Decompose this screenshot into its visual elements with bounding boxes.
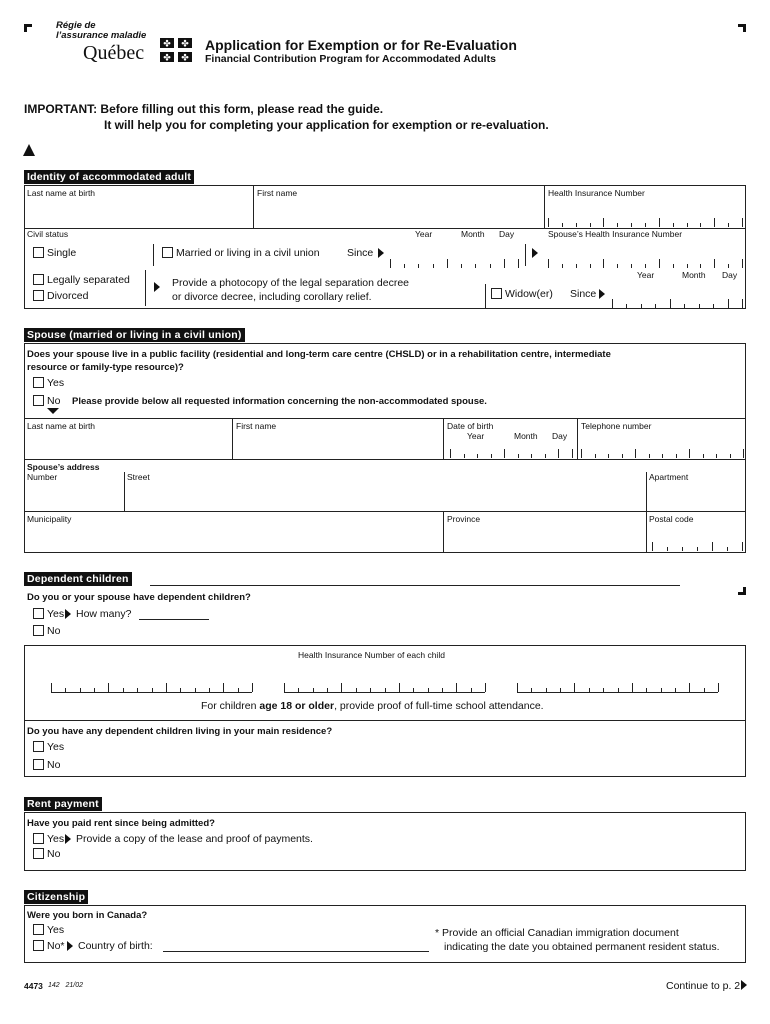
hin-input[interactable] (548, 218, 742, 227)
rent-question: Have you paid rent since being admitted? (27, 818, 215, 829)
digit-separator (703, 454, 704, 458)
digit-separator (447, 259, 448, 268)
digit-separator (684, 304, 685, 308)
children-residence-yes-checkbox[interactable] (33, 741, 44, 752)
digit-separator (712, 542, 713, 551)
since-label: Since (347, 247, 374, 259)
identity-section-heading: Identity of accommodated adult (24, 170, 194, 184)
digit-separator (676, 454, 677, 458)
spouse-facility-yes-label: Yes (47, 377, 65, 389)
digit-separator (546, 688, 547, 692)
digit-separator (645, 223, 646, 227)
digit-separator (635, 449, 636, 458)
spouse-facility-question-line2: resource or family-type resource)? (27, 362, 184, 373)
arrow-right-icon (67, 941, 73, 951)
digit-separator (652, 542, 653, 551)
digit-separator (626, 304, 627, 308)
spouse-facility-yes-checkbox[interactable] (33, 377, 44, 388)
children-no-label: No (47, 625, 61, 637)
digit-separator (464, 454, 465, 458)
digit-separator (697, 547, 698, 551)
digit-separator (727, 547, 728, 551)
digit-separator (223, 683, 224, 692)
svg-text:✤: ✤ (163, 39, 171, 50)
immigration-note-line2: indicating the date you obtained permanent resident status. (444, 941, 720, 953)
digit-separator (477, 454, 478, 458)
digit-separator (548, 259, 549, 268)
digit-separator (687, 223, 688, 227)
digit-separator (670, 299, 671, 308)
digit-separator (485, 683, 486, 692)
down-arrow-icon (47, 408, 59, 414)
children-residence-no-checkbox[interactable] (33, 759, 44, 770)
spouse-facility-no-checkbox[interactable] (33, 395, 44, 406)
digit-separator (404, 264, 405, 268)
digit-separator (661, 688, 662, 692)
single-label: Single (47, 247, 77, 259)
digit-separator (51, 683, 52, 692)
child-hin-input-3[interactable] (517, 683, 718, 693)
dob-day-label: Day (552, 431, 568, 441)
children-hin-label: Health Insurance Number of each child (298, 650, 445, 660)
spouse-facility-no-label: No (47, 395, 61, 407)
digit-separator (646, 688, 647, 692)
spouse-section-heading: Spouse (married or living in a civil union) (24, 328, 245, 342)
digit-separator (728, 299, 729, 308)
digit-separator (603, 688, 604, 692)
digit-separator (728, 264, 729, 268)
since-day-label: Day (499, 229, 515, 239)
corner-mark-top-right (738, 24, 746, 32)
digit-separator (562, 264, 563, 268)
apartment-label: Apartment (649, 472, 689, 482)
digit-separator (687, 264, 688, 268)
digit-separator (714, 259, 715, 268)
single-checkbox[interactable] (33, 247, 44, 258)
rent-no-label: No (47, 848, 61, 860)
digit-separator (673, 264, 674, 268)
digit-separator (490, 264, 491, 268)
widow-checkbox[interactable] (491, 288, 502, 299)
corner-mark-top-left (24, 24, 32, 32)
digit-separator (238, 688, 239, 692)
digit-separator (742, 259, 743, 268)
important-line2: It will help you for completing your application for exemption or re-evaluation. (104, 118, 549, 132)
digit-separator (742, 218, 743, 227)
digit-separator (576, 264, 577, 268)
digit-separator (649, 454, 650, 458)
last-name-label: Last name at birth (27, 188, 96, 198)
digit-separator (137, 688, 138, 692)
dob-input[interactable] (450, 449, 572, 458)
dob-year-label: Year (467, 431, 485, 441)
svg-text:✤: ✤ (163, 53, 171, 62)
digit-separator (641, 304, 642, 308)
form-subtitle: Financial Contribution Program for Accommodated Adults (205, 53, 496, 65)
digit-separator (617, 264, 618, 268)
digit-separator (531, 688, 532, 692)
digit-separator (689, 449, 690, 458)
digit-separator (673, 223, 674, 227)
province-label: Province (447, 514, 481, 524)
widow-year-label: Year (637, 270, 655, 280)
digit-separator (491, 454, 492, 458)
digit-separator (356, 688, 357, 692)
digit-separator (589, 688, 590, 692)
agency-name-line1: Régie de (56, 20, 96, 31)
digit-separator (504, 259, 505, 268)
first-name-input[interactable] (258, 200, 540, 226)
digit-separator (284, 683, 285, 692)
digit-separator (418, 264, 419, 268)
digit-separator (595, 454, 596, 458)
spouse-facility-question-line1: Does your spouse live in a public facility (residential and long-term care centre (CHSLD) or in a rehabilitation centre, intermediate (27, 349, 611, 360)
quebec-flag-logo (160, 38, 192, 62)
digit-separator (94, 688, 95, 692)
digit-separator (699, 304, 700, 308)
digit-separator (662, 454, 663, 458)
born-canada-yes-label: Yes (47, 924, 65, 936)
spouse-last-name-label: Last name at birth (27, 421, 96, 431)
apartment-input[interactable] (650, 484, 742, 508)
digit-separator (545, 454, 546, 458)
born-canada-yes-checkbox[interactable] (33, 924, 44, 935)
since-year-label: Year (415, 229, 433, 239)
digit-separator (730, 454, 731, 458)
digit-separator (517, 683, 518, 692)
telephone-input[interactable] (581, 449, 743, 458)
child-hin-input-2[interactable] (284, 683, 485, 693)
how-many-label: How many? (76, 608, 132, 620)
digit-separator (581, 449, 582, 458)
digit-separator (558, 449, 559, 458)
children-residence-no-label: No (47, 759, 61, 771)
form-number: 4473 (24, 981, 43, 991)
digit-separator (390, 259, 391, 268)
digit-separator (612, 299, 613, 308)
digit-separator (682, 547, 683, 551)
digit-separator (531, 454, 532, 458)
born-canada-no-checkbox[interactable] (33, 940, 44, 951)
digit-separator (313, 688, 314, 692)
digit-separator (617, 223, 618, 227)
digit-separator (700, 264, 701, 268)
country-of-birth-label: Country of birth: (78, 940, 153, 952)
digit-separator (590, 223, 591, 227)
digit-separator (700, 223, 701, 227)
photocopy-note-line1: Provide a photocopy of the legal separation decree (172, 277, 409, 289)
digit-separator (713, 304, 714, 308)
widow-day-label: Day (722, 270, 738, 280)
digit-separator (667, 547, 668, 551)
digit-separator (252, 683, 253, 692)
digit-separator (341, 683, 342, 692)
spouse-first-name-input[interactable] (238, 433, 438, 457)
digit-separator (560, 688, 561, 692)
digit-separator (659, 259, 660, 268)
postal-code-input[interactable] (652, 542, 742, 551)
legally-separated-checkbox[interactable] (33, 274, 44, 285)
widow-month-label: Month (682, 270, 706, 280)
digit-separator (631, 223, 632, 227)
digit-separator (456, 683, 457, 692)
digit-separator (518, 454, 519, 458)
up-arrow-icon (23, 144, 35, 156)
digit-separator (704, 688, 705, 692)
digit-separator (152, 688, 153, 692)
widow-since-date-input[interactable] (612, 299, 742, 308)
last-name-input[interactable] (30, 200, 250, 226)
children-residence-yes-label: Yes (47, 741, 65, 753)
dob-label: Date of birth (447, 421, 494, 431)
rent-yes-checkbox[interactable] (33, 833, 44, 844)
corner-mark-mid-right (738, 587, 746, 595)
municipality-input[interactable] (30, 526, 438, 550)
digit-separator (450, 449, 451, 458)
arrow-right-icon (532, 248, 538, 258)
digit-separator (572, 449, 573, 458)
children-residence-question: Do you have any dependent children living in your main residence? (27, 726, 333, 737)
children-question: Do you or your spouse have dependent children? (27, 592, 251, 603)
spouse-first-name-label: First name (236, 421, 277, 431)
spouse-no-note: Please provide below all requested information concerning the non-accommodated spouse. (72, 396, 487, 407)
rent-yes-label: Yes (47, 833, 65, 845)
digit-separator (548, 218, 549, 227)
digit-separator (504, 449, 505, 458)
arrow-right-icon (741, 980, 747, 990)
digit-separator (608, 454, 609, 458)
first-name-label: First name (257, 188, 298, 198)
digit-separator (655, 304, 656, 308)
digit-separator (689, 683, 690, 692)
how-many-input[interactable] (139, 619, 209, 620)
children-yes-label: Yes (47, 608, 65, 620)
quebec-wordmark: Québec (83, 42, 145, 64)
digit-separator (461, 264, 462, 268)
born-in-canada-question: Were you born in Canada? (27, 910, 148, 921)
digit-separator (327, 688, 328, 692)
spouse-address-label: Spouse’s address (27, 462, 100, 472)
civil-status-label: Civil status (27, 229, 69, 239)
digit-separator (385, 688, 386, 692)
digit-separator (399, 683, 400, 692)
digit-separator (574, 683, 575, 692)
digit-separator (108, 683, 109, 692)
agency-name-line2: l’assurance maladie (56, 30, 147, 41)
hin-label: Health Insurance Number (548, 188, 645, 198)
spouse-last-name-input[interactable] (30, 433, 228, 457)
form-title: Application for Exemption or for Re-Evaluation (205, 37, 517, 53)
digit-separator (675, 688, 676, 692)
digit-separator (180, 688, 181, 692)
digit-separator (603, 218, 604, 227)
digit-separator (716, 454, 717, 458)
digit-separator (576, 223, 577, 227)
digit-separator (714, 218, 715, 227)
digit-separator (718, 683, 719, 692)
digit-separator (590, 264, 591, 268)
digit-separator (370, 688, 371, 692)
address-number-label: Number (27, 472, 58, 482)
arrow-right-icon (154, 282, 160, 292)
form-version: 142 21/02 (48, 982, 84, 989)
rent-yes-note: Provide a copy of the lease and proof of payments. (76, 833, 313, 845)
spouse-hin-input[interactable] (548, 259, 742, 268)
digit-separator (622, 454, 623, 458)
digit-separator (209, 688, 210, 692)
legally-separated-label: Legally separated (47, 274, 130, 286)
divorced-label: Divorced (47, 290, 89, 302)
digit-separator (298, 688, 299, 692)
digit-separator (471, 688, 472, 692)
digit-separator (433, 264, 434, 268)
digit-separator (65, 688, 66, 692)
immigration-note-line1: * Provide an official Canadian immigration document (435, 927, 679, 939)
rent-section-heading: Rent payment (24, 797, 102, 811)
arrow-right-icon (599, 289, 605, 299)
digit-separator (728, 223, 729, 227)
widow-label: Widow(er) (505, 288, 553, 300)
digit-separator (166, 683, 167, 692)
municipality-label: Municipality (27, 514, 72, 524)
digit-separator (742, 542, 743, 551)
children-section-heading: Dependent children (24, 572, 132, 586)
postal-code-label: Postal code (649, 514, 694, 524)
arrow-right-icon (65, 609, 71, 619)
digit-separator (413, 688, 414, 692)
digit-separator (475, 264, 476, 268)
digit-separator (743, 449, 744, 458)
digit-separator (442, 688, 443, 692)
arrow-right-icon (378, 248, 384, 258)
digit-separator (603, 259, 604, 268)
street-label: Street (127, 472, 150, 482)
address-number-input[interactable] (30, 484, 120, 508)
continue-to-page-2: Continue to p. 2 (666, 980, 741, 992)
digit-separator (618, 688, 619, 692)
rent-no-checkbox[interactable] (33, 848, 44, 859)
digit-separator (562, 223, 563, 227)
digit-separator (195, 688, 196, 692)
photocopy-note-line2: or divorce decree, including corollary relief. (172, 291, 372, 303)
since-month-label: Month (461, 229, 485, 239)
country-of-birth-input[interactable] (163, 951, 429, 952)
digit-separator (631, 264, 632, 268)
digit-separator (80, 688, 81, 692)
widow-since-label: Since (570, 288, 597, 300)
digit-separator (428, 688, 429, 692)
svg-text:✤: ✤ (181, 53, 189, 62)
arrow-right-icon (65, 834, 71, 844)
divorced-checkbox[interactable] (33, 290, 44, 301)
important-line1: IMPORTANT: Before filling out this form, please read the guide. (24, 102, 384, 116)
spouse-hin-label: Spouse’s Health Insurance Number (548, 229, 683, 239)
citizenship-section-heading: Citizenship (24, 890, 88, 904)
school-proof-note: For children age 18 or older, provide proof of full-time school attendance. (201, 700, 544, 712)
dob-month-label: Month (514, 431, 538, 441)
married-since-date-input[interactable] (390, 259, 518, 268)
telephone-label: Telephone number (581, 421, 652, 431)
born-canada-no-label: No* (47, 940, 65, 952)
province-input[interactable] (448, 526, 640, 550)
child-hin-input-1[interactable] (51, 683, 252, 693)
svg-text:✤: ✤ (181, 39, 189, 50)
digit-separator (518, 259, 519, 268)
digit-separator (659, 218, 660, 227)
digit-separator (632, 683, 633, 692)
street-input[interactable] (128, 484, 638, 508)
married-checkbox[interactable] (162, 247, 173, 258)
digit-separator (645, 264, 646, 268)
married-label: Married or living in a civil union (176, 247, 320, 259)
children-yes-checkbox[interactable] (33, 608, 44, 619)
digit-separator (123, 688, 124, 692)
children-no-checkbox[interactable] (33, 625, 44, 636)
digit-separator (742, 299, 743, 308)
